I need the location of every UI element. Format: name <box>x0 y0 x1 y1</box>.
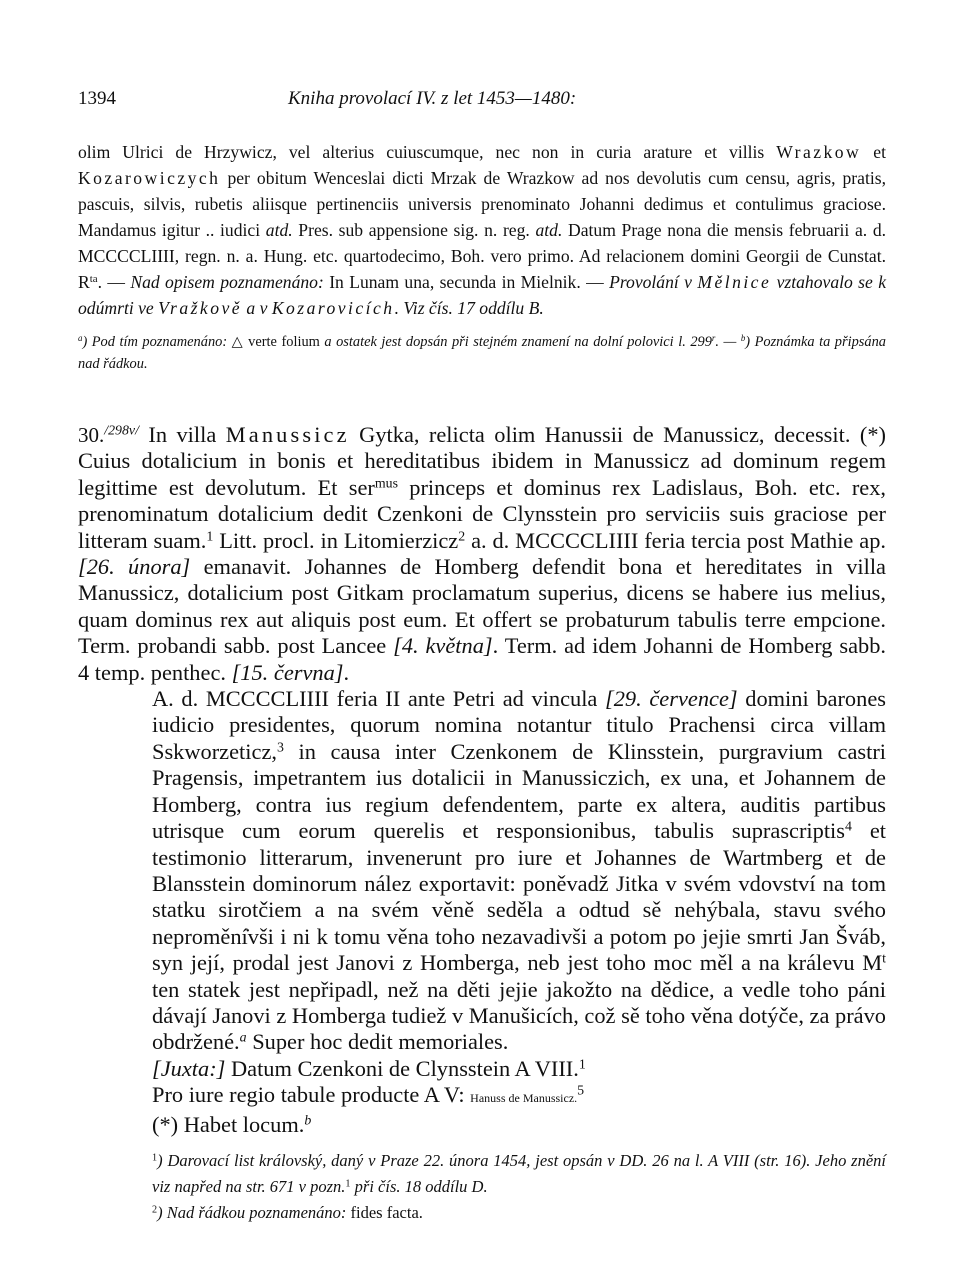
editorial-bracket: [Juxta:] <box>152 1055 226 1081</box>
entry-30 <box>78 422 886 1226</box>
footnote-1 <box>78 1148 886 1200</box>
place-name: Kozarovicích <box>271 298 395 318</box>
text-run: (*) Cuius dotalicium in bonis et hereditatibus ibidem in Manussicz ad dominum regem legittime est devolutum. Et ser <box>78 422 886 500</box>
editorial-date: [29. července] <box>605 686 738 712</box>
footnote-ref: 4 <box>845 819 852 835</box>
footnote-ref: 1 <box>578 1057 586 1073</box>
note-text: ) Poznámka ta připsána nad řádkou. <box>78 334 886 372</box>
text-run: per obitum Wenceslai dicti Mrzak de Wrazkow ad nos devolutis cum censu, agris, pratis, pascuis, silvis, rubetis aliisque pertinenciis universis prenominato Johanni dedimus et contulimus graciose. Mandamus igitur .. iudici <box>78 168 886 240</box>
critical-notes <box>78 331 886 375</box>
place-name: Mělnice <box>697 272 772 292</box>
editorial-note: Provolání v <box>609 272 698 292</box>
superscript: mus <box>374 476 399 492</box>
text-run: Litt. procl. in Litomierzicz <box>213 527 459 553</box>
text-run: a. d. MCCCCLIIII feria tercia post Mathie ap. <box>465 527 886 553</box>
footnote-ref: 2 <box>458 529 466 544</box>
text-run: olim Ulrici de Hrzywicz, vel alterius cuiuscumque, nec non in curia arature et villis <box>78 142 777 162</box>
note-text: a ostatek jest dopsán při stejném znamení na dolní polovici l. 299 <box>319 334 712 350</box>
folio-reference: /298v/ <box>104 423 139 439</box>
editorial-date: [15. června] <box>231 659 344 685</box>
place-name: Wrazkow <box>776 142 862 162</box>
footnote-ref: 3 <box>276 740 284 756</box>
superscript: t <box>882 951 886 967</box>
text-run: et <box>861 142 886 162</box>
footnote-text: fides facta. <box>346 1202 423 1222</box>
editorial-note: . Viz čís. 17 oddílu B. <box>394 298 544 318</box>
place-name: Kozarowiczych <box>78 168 221 188</box>
text-run: In Lunam una, secunda in Mielnik. — <box>323 272 610 292</box>
note-marker: b <box>740 333 746 344</box>
text-run: A. d. MCCCCLIIII feria II ante Petri ad vincula <box>152 686 606 712</box>
text-run: domini barones iudicio presidentes, quorum nomina notantur titulo Prachensi circa villam Sskworzeticz, <box>152 686 886 764</box>
text-run: princeps et dominus rex Ladislaus, Boh. etc. rex, prenominatum dotalicium dedit Czenkoni de Clynsstein pro serviciis suis graciose per litteram suam. <box>78 474 887 553</box>
place-name: Manussicz <box>225 422 350 447</box>
text-run: in causa inter Czenkonem de Klinsstein, purgravium castri Pragensis, impetrantem ius dotalicii in Manussiczich, ex una, et Johannem de Homberg, contra ius regium defendentem, parte ex altera, auditis partibus utrisque cum eorum querelis et responsionibus, tabulis suprascriptis <box>152 738 886 844</box>
entry-number: 30. <box>78 423 105 447</box>
note-text: ) Pod tím poznamenáno: <box>82 334 232 350</box>
footnote-ref: 1 <box>206 529 214 544</box>
text-run: Datum Czenkoni de Clynsstein A VIII. <box>225 1055 579 1081</box>
footnote-text: ) Nad řádkou poznamenáno: <box>157 1202 347 1222</box>
note-text: . — <box>715 334 741 350</box>
page-header <box>78 88 884 114</box>
footnote-2 <box>78 1200 886 1226</box>
text-run: . — <box>97 272 131 292</box>
editorial-note: a v <box>242 298 272 318</box>
text-run: Gytka, relicta olim Hanussii de Manussicz, decessit. <box>349 422 851 447</box>
text-run: Super hoc dedit memoriales. <box>246 1029 509 1055</box>
judgment-paragraph <box>78 686 886 1056</box>
note-marker: b <box>304 1112 312 1128</box>
footnote-ref: 5 <box>577 1083 585 1099</box>
footnotes <box>78 1148 886 1226</box>
text-run: et testimonio litterarum, invenerunt pro iure et Johannes de Wartmberg et de Blansstein dominorum nález exportavit: poněvadž Jitka v svém vdovství na tom statku sirotčiem a na svém věně seděla a odtud sě nehýbala, stavu svého nepromění̇vši i ni k tomu věna toho nezavadivši a potom po jejie smrti Jan Šváb, syn její, prodal jest Janovi z Homberga, neb jest toho moc měl a na králevu M <box>152 818 886 976</box>
text-run: . <box>343 659 350 685</box>
habet-line <box>78 1112 886 1138</box>
editorial-note: Nad opisem poznamenáno: <box>130 272 324 292</box>
text-run: Pres. sub appensione sig. n. reg. <box>292 220 536 240</box>
page-number: 1394 <box>78 88 116 109</box>
footnote-marker: 1 <box>152 1152 158 1164</box>
grant-paragraph <box>78 139 886 321</box>
text-run: Datum Prage nona die mensis februarii a. d. MCCCCLIIII, regn. n. a. Hung. etc. quartodecimo, Boh. vero primo. Ad relacionem domini Georgii de Cunstat. R <box>78 220 887 292</box>
note-marker: a <box>239 1030 247 1046</box>
text-run: Pro iure regio tabule producte A V: <box>152 1082 471 1108</box>
editorial-date: [4. května] <box>393 633 493 659</box>
editorial-date: [26. února] <box>78 554 191 580</box>
text-run: . Term. ad idem Johanni de Homberg sabb. 4 temp. penthec. <box>78 633 886 685</box>
footnote-marker: 2 <box>152 1204 158 1216</box>
superscript: 1 <box>345 1178 351 1190</box>
text-run: ten statek jest nepřipadl, než na děti jejie jakožto na dědice, a vedle toho páni dávají Janovi z Homberga tudiež v Manušicích, což sě toho věna dotýče, za právo obdržené. <box>152 976 886 1055</box>
text-run: (*) Habet locum. <box>152 1111 305 1137</box>
editorial-abbrev: atd. <box>535 220 563 240</box>
triangle-symbol-icon: △ <box>231 334 244 350</box>
editorial-abbrev: atd. <box>265 220 293 240</box>
place-name: Vražkově <box>158 298 243 318</box>
previous-entry-continuation <box>78 139 886 375</box>
small-text: Hanuss de Manussicz. <box>470 1091 578 1106</box>
entry-paragraph <box>78 422 886 686</box>
pro-iure-line <box>78 1082 886 1111</box>
editorial-note: vztahovalo se k odúmrti ve <box>78 272 887 318</box>
superscript: r <box>711 333 716 344</box>
text-run: In villa <box>138 422 226 447</box>
footnote-text: ) Darovací list královský, daný v Praze 22. února 1454, jest opsán v DD. 26 na l. A VIII (str. 16). Jeho znění viz napřed na str. 671 v pozn. <box>152 1150 886 1196</box>
superscript: ta <box>89 273 98 285</box>
juxta-line <box>78 1056 886 1082</box>
note-marker: a <box>78 333 83 344</box>
note-text: verte folium <box>243 334 320 350</box>
text-run: emanavit. Johannes de Homberg defendit bona et hereditates in villa Manussicz, dotalicium post Gitkam proclamatum superius, dicens se habere ius melius, quam dominus rex aut aliquis post eum. Et offert se probaturum tabulis terre empcione. Term. probandi sabb. post Lancee <box>78 554 886 659</box>
footnote-text: při čís. 18 oddílu D. <box>350 1176 488 1196</box>
running-title: Kniha provolací IV. z let 1453—1480: <box>288 88 577 109</box>
